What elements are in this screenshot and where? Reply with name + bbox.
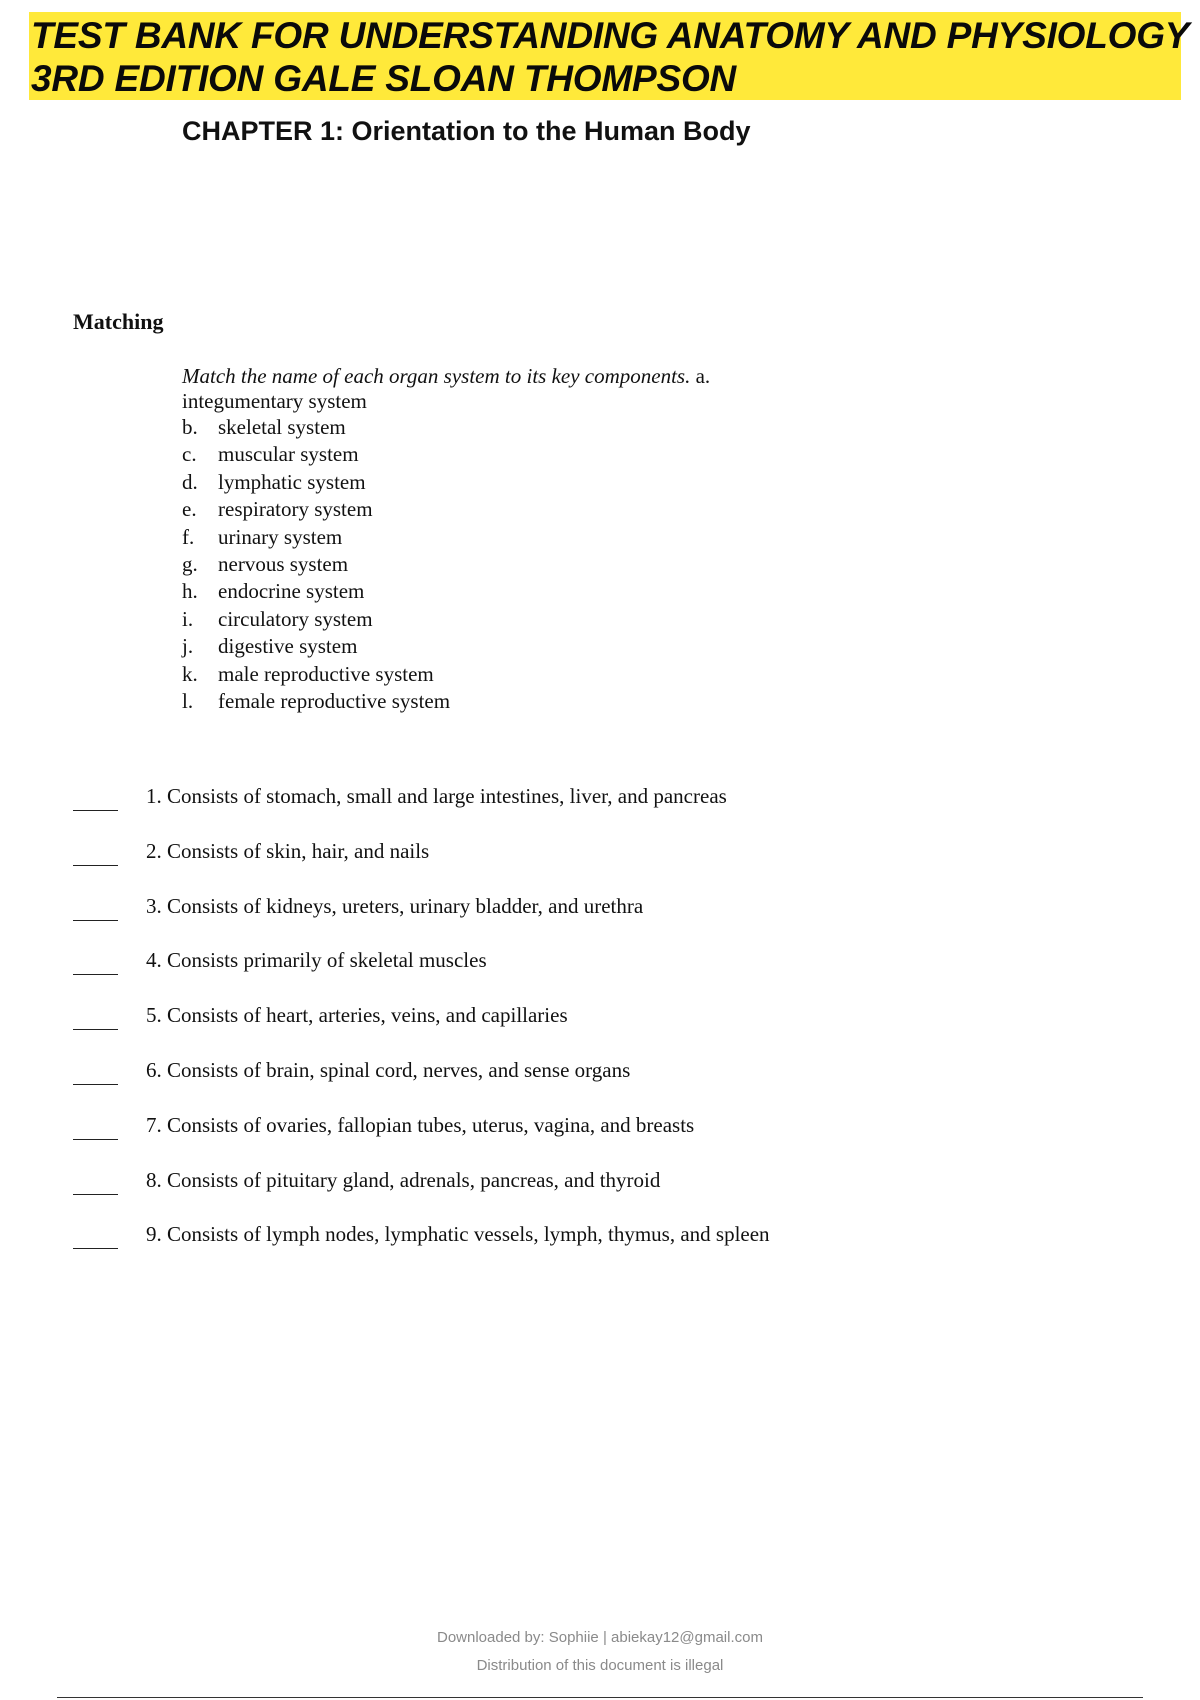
section-heading: Matching [73,309,164,334]
option-letter: b. [182,415,198,439]
question-text: 3. Consists of kidneys, ureters, urinary bladder, and urethra [146,893,644,918]
option-item [182,578,450,605]
option-letter: h. [182,579,198,604]
answer-blank[interactable] [73,843,118,866]
answer-blank[interactable] [73,1117,118,1140]
option-letter: c. [182,442,197,467]
answer-blank[interactable] [73,1062,118,1085]
option-letter: a. [695,364,711,388]
question-text: 7. Consists of ovaries, fallopian tubes, uterus, vagina, and breasts [146,1112,695,1137]
answer-blank[interactable] [73,952,118,975]
question-text: 9. Consists of lymph nodes, lymphatic vessels, lymph, thymus, and spleen [146,1222,770,1247]
option-item [182,633,450,660]
question-item [73,999,770,1054]
question-text: 2. Consists of skin, hair, and nails [146,838,430,863]
option-letter: e. [182,497,197,522]
answer-blank[interactable] [73,1007,118,1030]
option-label: female reproductive system [218,688,451,713]
option-item [182,469,450,496]
document-title-line-2: 3RD EDITION GALE SLOAN THOMPSON [31,58,737,99]
organ-system-options [182,414,450,715]
document-title-line-1: TEST BANK FOR UNDERSTANDING ANATOMY AND PHYSIOLOGY [31,15,1190,56]
title-banner [29,12,1190,100]
matching-instructions [182,364,802,414]
option-label: nervous system [218,551,349,576]
option-label: skeletal system [218,415,346,439]
option-item [182,414,450,441]
question-item [73,944,770,999]
question-text: 8. Consists of pituitary gland, adrenals, pancreas, and thyroid [146,1167,661,1192]
question-item [73,1218,770,1273]
matching-questions [73,780,770,1273]
question-item [73,1164,770,1219]
question-item [73,1054,770,1109]
option-item [182,661,450,688]
option-item [182,441,450,468]
question-item [73,1109,770,1164]
instructions-text: Match the name of each organ system to its key components. [182,364,691,388]
option-letter: i. [182,606,194,631]
option-label: male reproductive system [218,661,434,686]
option-letter: k. [182,661,198,686]
option-label: lymphatic system [218,469,366,494]
option-letter: g. [182,551,198,576]
chapter-title: CHAPTER 1: Orientation to the Human Body [182,116,751,146]
distribution-notice: Distribution of this document is illegal [476,1657,724,1674]
download-notice: Downloaded by: Sophiie | abiekay12@gmail.com [437,1629,763,1646]
answer-blank[interactable] [73,1226,118,1249]
option-label: endocrine system [218,579,365,604]
option-label: muscular system [218,442,359,467]
question-text: 1. Consists of stomach, small and large intestines, liver, and pancreas [146,784,727,808]
question-item [73,780,770,835]
option-label: integumentary system [182,389,367,413]
question-text: 5. Consists of heart, arteries, veins, and capillaries [146,1003,568,1028]
option-letter: d. [182,469,198,494]
page-bottom-rule [57,1697,1143,1698]
question-item [73,835,770,890]
option-item [182,551,450,578]
option-label: circulatory system [218,606,373,631]
option-item [182,688,450,715]
answer-blank[interactable] [73,1172,118,1195]
option-letter: j. [182,634,194,659]
option-label: digestive system [218,634,358,659]
option-label: urinary system [218,524,343,549]
question-text: 6. Consists of brain, spinal cord, nerves, and sense organs [146,1057,631,1082]
option-item [182,606,450,633]
option-label: respiratory system [218,497,373,522]
question-item [73,890,770,945]
option-item [182,496,450,523]
answer-blank[interactable] [73,898,118,921]
option-item [182,524,450,551]
question-text: 4. Consists primarily of skeletal muscles [146,948,487,973]
option-letter: l. [182,688,194,713]
answer-blank[interactable] [73,788,118,811]
option-letter: f. [182,524,195,549]
